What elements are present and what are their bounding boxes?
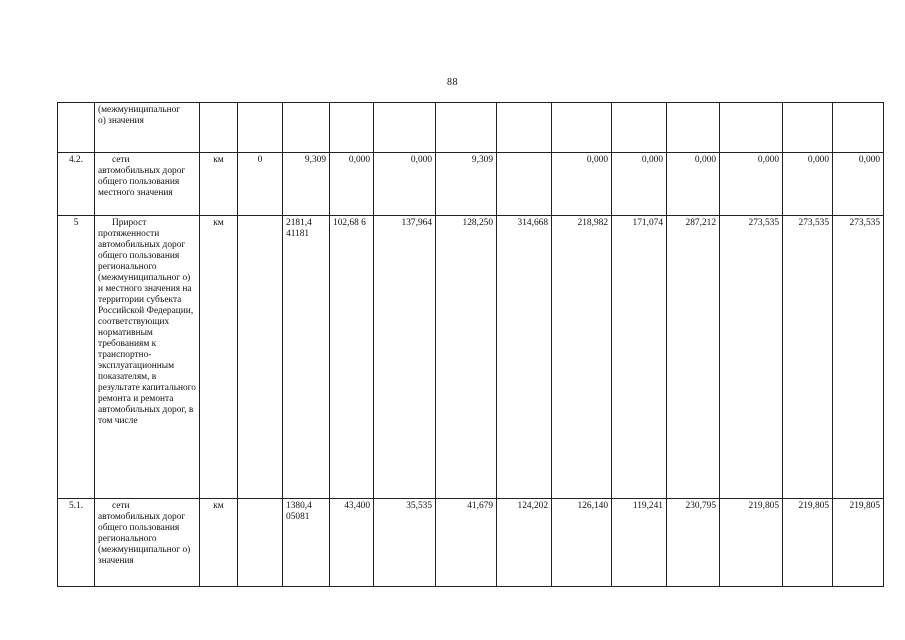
table-row (58, 216, 884, 499)
cell (238, 499, 283, 587)
row-number (58, 103, 95, 153)
cell: 219,805 (783, 499, 833, 587)
cell (238, 216, 283, 499)
cell: 43,400 (330, 499, 374, 587)
cell: 9,309 (436, 153, 497, 216)
cell (374, 103, 436, 153)
row-name (95, 103, 200, 153)
row-name (95, 153, 200, 216)
row-unit: км (200, 216, 238, 499)
cell: 128,250 (436, 216, 497, 499)
cell: 0,000 (330, 153, 374, 216)
cell: 0,000 (720, 153, 783, 216)
cell (436, 103, 497, 153)
cell: 119,241 (612, 499, 667, 587)
cell: 0,000 (612, 153, 667, 216)
cell: 35,535 (374, 499, 436, 587)
cell: 230,795 (667, 499, 720, 587)
row-number: 4.2. (58, 153, 95, 216)
name-line: сети (112, 155, 130, 165)
name-line: сети (112, 501, 130, 511)
row-unit: км (200, 499, 238, 587)
row-name (95, 499, 200, 587)
table-row (58, 103, 884, 153)
cell (497, 153, 552, 216)
cell: 219,805 (720, 499, 783, 587)
name-line: Прирост (112, 218, 147, 228)
cell: 9,309 (283, 153, 330, 216)
cell: 126,140 (552, 499, 612, 587)
cell: 2181,4 41181 (283, 216, 330, 499)
cell (612, 103, 667, 153)
cell: 287,212 (667, 216, 720, 499)
cell: 124,202 (497, 499, 552, 587)
cell: 273,535 (783, 216, 833, 499)
indicator-table (57, 102, 884, 587)
cell (783, 103, 833, 153)
cell: 1380,4 05081 (283, 499, 330, 587)
name-line: (межмуниципальног (98, 105, 181, 115)
cell: 0,000 (783, 153, 833, 216)
cell (283, 103, 330, 153)
cell (720, 103, 783, 153)
row-number: 5 (58, 216, 95, 499)
row-name (95, 216, 200, 499)
cell (238, 103, 283, 153)
cell: 0,000 (667, 153, 720, 216)
cell (833, 103, 884, 153)
row-unit (200, 103, 238, 153)
cell (497, 103, 552, 153)
cell: 314,668 (497, 216, 552, 499)
cell: 137,964 (374, 216, 436, 499)
table-row (58, 153, 884, 216)
name-rest: о) значения (98, 116, 144, 126)
cell: 0,000 (552, 153, 612, 216)
cell: 41,679 (436, 499, 497, 587)
name-rest: автомобильных дорог общего пользования регионального (межмуниципальног о) значения (98, 512, 191, 566)
cell (552, 103, 612, 153)
row-unit: км (200, 153, 238, 216)
cell: 0 (238, 153, 283, 216)
cell: 171,074 (612, 216, 667, 499)
cell: 0,000 (833, 153, 884, 216)
table-row (58, 499, 884, 587)
cell: 219,805 (833, 499, 884, 587)
cell: 273,535 (833, 216, 884, 499)
name-rest: протяженности автомобильных дорог общего пользования регионального (межмуниципальног о) и местного значения на территории субъекта Российской Федерации, соответствующих нормативным требованиям к транспортно-эксплуатационным показателям, в результате капитального ремонта и ремонта автомобильных дорог, в том числе (98, 229, 196, 426)
cell: 102,68 6 (330, 216, 374, 499)
cell: 218,982 (552, 216, 612, 499)
cell (667, 103, 720, 153)
cell: 0,000 (374, 153, 436, 216)
cell (330, 103, 374, 153)
name-rest: автомобильных дорог общего пользования местного значения (98, 166, 186, 198)
row-number: 5.1. (58, 499, 95, 587)
cell: 273,535 (720, 216, 783, 499)
page-number: 88 (447, 77, 458, 88)
